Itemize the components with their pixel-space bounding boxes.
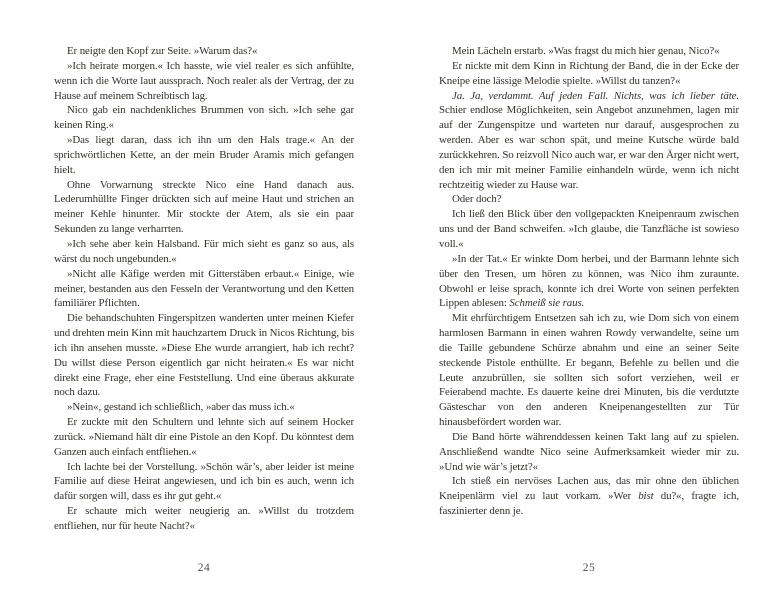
italic-text: Ja. Ja, verdammt. Auf jeden Fall. Nichts, was ich lieber täte. — [452, 89, 739, 102]
body-text: »Ich heirate morgen.« Ich hasste, wie viel realer es sich anfühlte, wenn ich die Worte laut aussprach. Noch realer als der Vertrag, der zu Hause auf meinem Schreibtisch lag. — [54, 59, 354, 102]
paragraph — [54, 103, 354, 133]
body-text: Er neigte den Kopf zur Seite. »Warum das?« — [67, 45, 258, 57]
paragraph — [54, 133, 354, 178]
body-text: Er zuckte mit den Schultern und lehnte sich auf seinem Hocker zurück. »Niemand hält dir eine Pistole an den Kopf. Du könntest dem Ganzen auch einfach entfliehen.« — [54, 416, 354, 458]
body-text: Die behandschuhten Fingerspitzen wanderten unter meinen Kiefer und drehten mein Kinn mit hauchzartem Druck in Nicos Richtung, bis ich ihn ansehen musste. »Diese Ehe wurde arrangiert, hab ich recht? Du willst diese Person eigentlich gar nicht heiraten.« Es war nicht direkt eine Frage, eher eine Feststellung. Und eine überaus akkurate noch dazu. — [54, 312, 354, 399]
body-text: Nico gab ein nachdenkliches Brummen von sich. »Ich sehe gar keinen Ring.« — [54, 104, 354, 132]
paragraph — [54, 178, 354, 237]
paragraph — [439, 89, 739, 193]
paragraph — [54, 59, 354, 104]
left-page-text — [54, 44, 354, 534]
body-text: du?«, fragte ich, faszinierter denn je. — [439, 490, 739, 518]
body-text: »In der Tat.« Er winkte Dom herbei, und der Barmann lehnte sich über den Tresen, um hören zu können, was Nico ihm zuraunte. Obwohl er leise sprach, konnte ich drei Worte von seinen perfekten Lippen ablesen: — [439, 252, 739, 310]
right-page — [439, 44, 739, 519]
body-text: »Nicht alle Käfige werden mit Gitterstäben erbaut.« Einige, wie meiner, bestanden aus den Fesseln der Verantwortung und den Ketten familiärer Pflichten. — [54, 267, 354, 310]
left-page — [54, 44, 354, 534]
paragraph — [439, 474, 739, 519]
paragraph — [439, 59, 739, 89]
body-text: »Ich sehe aber kein Halsband. Für mich sieht es ganz so aus, als wärst du noch ungebunden.« — [54, 237, 354, 265]
paragraph — [439, 192, 739, 207]
paragraph — [439, 430, 739, 475]
body-text: Mit ehrfürchtigem Entsetzen sah ich zu, wie Dom sich von einem harmlosen Barmann in einen wahren Rowdy verwandelte, seine um die Taille gebundene Schürze abnahm und eine an seiner Seite steckende Pistole enthüllte. Er begann, Befehle zu bellen und die Leute anzubrüllen, sie sollten sich sofort verziehen, weil er Feierabend machte. Es dauerte keine drei Minuten, bis die verdutzte Gästeschar von den anderen Kneipenangestellten zur Tür hinausbefördert worden war. — [439, 312, 739, 429]
body-text: Schier endlose Möglichkeiten, sein Angebot anzunehmen, lagen mir auf der Zungenspitze und warteten nur darauf, ausgesprochen zu werden. Aber es war schon spät, und meine Kutsche würde bald zurückkehren. So reizvoll Nico auch war, er war den Ärger nicht wert, den ich mir mit meiner Familie einhandeln würde, wenn ich nicht rechtzeitig wieder zu Hause war. — [439, 104, 739, 191]
body-text: Oder doch? — [452, 193, 502, 206]
body-text: Er nickte mit dem Kinn in Richtung der Band, die in der Ecke der Kneipe eine lässige Melodie spielte. »Willst du tanzen?« — [439, 59, 739, 87]
paragraph — [54, 44, 354, 59]
body-text: »Nein«, gestand ich schließlich, »aber das muss ich.« — [67, 401, 295, 414]
paragraph — [54, 237, 354, 267]
paragraph — [54, 504, 354, 534]
body-text: Ohne Vorwarnung streckte Nico eine Hand danach aus. Lederumhüllte Finger drückten sich auf meine Haut und strichen an meiner Kehle hinunter. Mir stockte der Atem, als sie ein paar Sekunden zu lange verharrten. — [54, 178, 354, 236]
body-text: Mein Lächeln erstarb. »Was fragst du mich hier genau, Nico?« — [452, 45, 720, 57]
paragraph — [439, 44, 739, 59]
italic-text: Schmeiß sie raus. — [509, 297, 585, 310]
left-page-number: 24 — [197, 562, 211, 574]
paragraph — [54, 400, 354, 415]
body-text: Ich lachte bei der Vorstellung. »Schön wär’s, aber leider ist meine Familie auf diese Heirat angewiesen, und ich bin es auch, wenn ich dafür sorgen will, dass es ihr gut geht.« — [54, 460, 354, 503]
body-text: »Das liegt daran, dass ich ihn um den Hals trage.« An der sprichwörtlichen Kette, an der mein Bruder Aramis mich gefangen hielt. — [54, 134, 354, 176]
italic-text: bist — [638, 490, 654, 503]
paragraph — [54, 415, 354, 460]
right-page-number: 25 — [582, 562, 596, 574]
body-text: Er schaute mich weiter neugierig an. »Willst du trotzdem entfliehen, nur für heute Nacht?« — [54, 505, 354, 532]
right-page-text — [439, 44, 739, 519]
paragraph — [439, 311, 739, 430]
body-text: Ich ließ den Blick über den vollgepackten Kneipenraum zwischen uns und der Band schweifen. »Ich glaube, die Tanzfläche ist sowieso voll.« — [439, 208, 739, 250]
paragraph — [54, 311, 354, 400]
body-text: Ich stieß ein nervöses Lachen aus, das mir ohne den üblichen Kneipenlärm viel zu laut vorkam. »Wer — [439, 475, 739, 503]
body-text: Die Band hörte währenddessen keinen Takt lang auf zu spielen. Anschließend wandte Nico seine Aufmerksamkeit wieder mir zu. »Und wie wär’s jetzt?« — [439, 430, 739, 473]
paragraph — [54, 460, 354, 505]
paragraph — [439, 207, 739, 252]
paragraph — [439, 252, 739, 311]
paragraph — [54, 267, 354, 312]
